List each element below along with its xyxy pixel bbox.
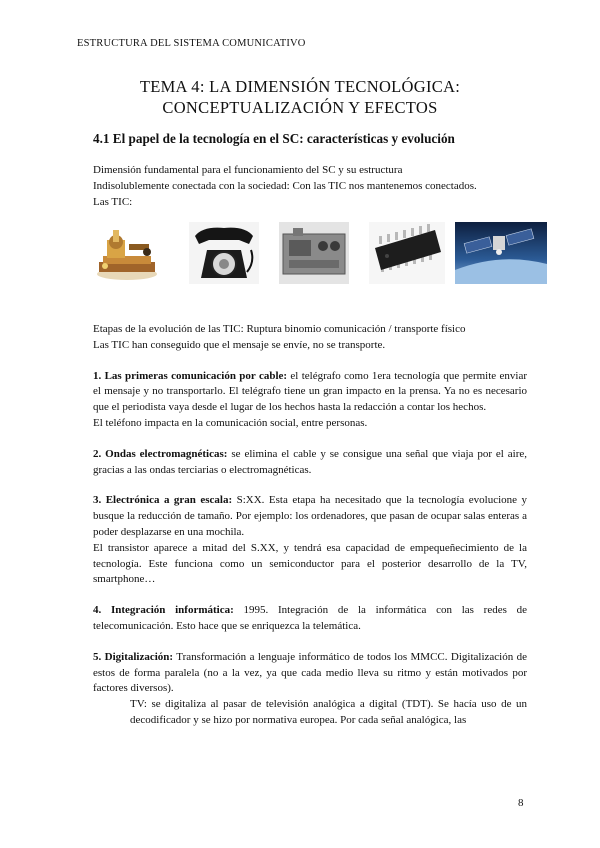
stage-1-extra: El teléfono impacta en la comunicación social, entre personas.: [93, 416, 368, 429]
telegraph-image: [93, 222, 161, 284]
running-header: ESTRUCTURA DEL SISTEMA COMUNICATIVO: [77, 38, 306, 49]
stage-1-paragraph: [93, 369, 527, 416]
stage-4-paragraph: [93, 603, 527, 635]
stage-3-paragraph: [93, 493, 527, 540]
stage-3-text: S:XX. Esta etapa ha necesitado que la tecnología evolucione y busque la reducción de tamaño. Por ejemplo: los ordenadores, que pasan de ocupar salas enteras a poder desplazarse en una mochila.: [93, 494, 527, 538]
etapas-paragraph: [93, 322, 527, 729]
section-heading: 4.1 El papel de la tecnología en el SC: características y evolución: [93, 131, 455, 146]
satellite-image: [455, 222, 547, 284]
microchip-image: [369, 222, 445, 284]
intro-line: Dimensión fundamental para el funcionamiento del SC y su estructura: [93, 164, 403, 176]
stage-5-text: Transformación a lenguaje informático de todos los MMCC. Digitalización de estos de forma paralela (no a la vez, ya que cada medio lleva su ritmo y están motivados por factores diversos).: [93, 650, 527, 695]
stage-2-paragraph: [93, 447, 527, 479]
stage-4-title: 4. Integración informática:: [93, 604, 234, 617]
stage-1-title: 1. Las primeras comunicación por cable:: [93, 369, 288, 382]
electronic-device-image: [279, 222, 349, 284]
intro-paragraph: [93, 163, 527, 210]
stage-3-extra: El transistor aparece a mitad del S.XX, y tendrá esa capacidad de empequeñecimiento de la tecnología. Este funciona como un semiconductor para el posterior desarrollo de la TV, smartphone…: [93, 541, 527, 586]
etapas-line: Las TIC han conseguido que el mensaje se envíe, no se transporte.: [93, 338, 386, 351]
intro-line: Indisolublemente conectada con la sociedad: Con las TIC nos mantenemos conectados.: [93, 179, 477, 192]
rotary-telephone-image: [189, 222, 259, 284]
stage-5-title: 5. Digitalización:: [93, 650, 174, 663]
tic-image-strip: [93, 222, 549, 284]
stage-2-title: 2. Ondas electromagnéticas:: [93, 447, 228, 460]
stage-2-text: se elimina el cable y se consigue una señal que viaja por el aire, gracias a las ondas terciarias o electromagnéticas.: [93, 447, 527, 476]
stage-5-paragraph: [93, 650, 527, 697]
stage-3-title: 3. Electrónica a gran escala:: [93, 494, 233, 507]
chapter-title-line-1: TEMA 4: LA DIMENSIÓN TECNOLÓGICA:: [139, 77, 461, 96]
stage-4-text: 1995. Integración de la informática con las redes de telecomunicación. Esto hace que se enriquezca la telemática.: [93, 604, 527, 632]
chapter-title-line-2: CONCEPTUALIZACIÓN Y EFECTOS: [162, 98, 438, 117]
page-number: 8: [518, 797, 524, 809]
stage-1-text: el telégrafo como 1era tecnología que permite enviar el mensaje y no transportarlo. El telégrafo tiene un gran impacto en la prensa. Ya no es necesario que el periodista vaya desde el lugar de los hechos hasta la redacción a contar los hechos.: [93, 369, 528, 414]
etapas-line: Etapas de la evolución de las TIC: Ruptura binomio comunicación / transporte físico: [93, 323, 466, 335]
chapter-title: [60, 76, 540, 118]
stage-5-extra: TV: se digitaliza al pasar de televisión analógica a digital (TDT). Se hacía uso de un decodificador y se hizo por normativa europea. Por cada señal analógica, las: [130, 698, 527, 726]
intro-line: Las TIC:: [93, 195, 133, 208]
